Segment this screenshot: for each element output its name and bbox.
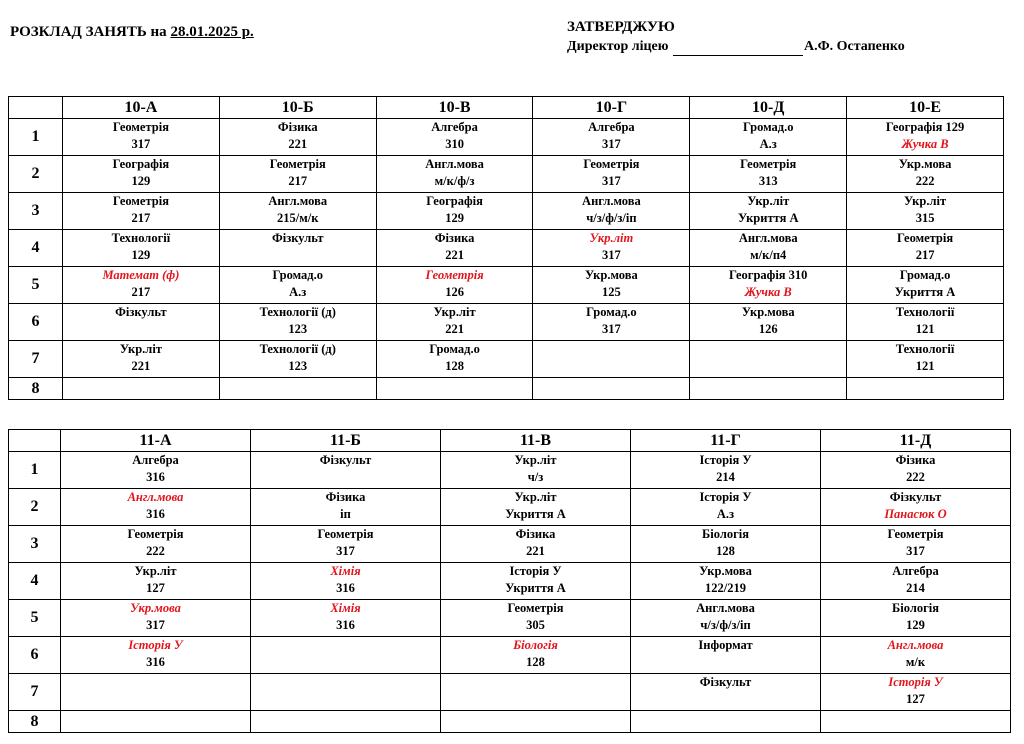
room-text: 221 — [288, 137, 308, 151]
lesson-cell — [63, 341, 220, 378]
lesson-number: 8 — [9, 711, 61, 733]
class-header: 11-А — [61, 430, 251, 452]
subject-text: Алгебра — [588, 120, 635, 134]
lesson-cell — [690, 119, 847, 156]
subject-text: Геометрія — [127, 527, 184, 541]
lesson-cell — [61, 674, 251, 711]
lesson-cell — [219, 156, 376, 193]
room-text: 317 — [146, 618, 165, 632]
lesson-number: 8 — [9, 378, 63, 400]
lesson-cell — [63, 267, 220, 304]
subject-text: Громад.о — [586, 305, 637, 319]
room-text: А.з — [759, 137, 777, 151]
lesson-number: 3 — [9, 526, 61, 563]
lesson-cell — [847, 378, 1004, 400]
room-text: 316 — [146, 470, 165, 484]
lesson-cell — [441, 563, 631, 600]
lesson-cell — [631, 563, 821, 600]
schedule-table-11 — [8, 429, 1011, 733]
class-header: 10-Г — [533, 97, 690, 119]
lesson-cell — [376, 267, 533, 304]
lesson-cell — [821, 526, 1011, 563]
class-header: 10-В — [376, 97, 533, 119]
room-text: 129 — [131, 174, 151, 188]
approval-block — [567, 18, 905, 56]
subject-text: Технології — [895, 305, 955, 319]
room-text: 214 — [716, 470, 735, 484]
corner-cell — [9, 430, 61, 452]
lesson-cell — [533, 156, 690, 193]
subject-text: Алгебра — [132, 453, 179, 467]
subject-text: Англ.мова — [425, 157, 484, 171]
lesson-cell — [821, 600, 1011, 637]
room-text: м/к/п4 — [750, 248, 787, 262]
room-text: 222 — [906, 470, 925, 484]
schedule-table-10 — [8, 96, 1004, 400]
room-text: 221 — [526, 544, 545, 558]
subject-text: Геометрія — [740, 157, 797, 171]
lesson-cell — [690, 378, 847, 400]
subject-text: Геометрія — [507, 601, 564, 615]
subject-text: Укр.літ — [134, 564, 177, 578]
subject-text: Історія У — [888, 675, 943, 689]
room-text: 313 — [758, 174, 778, 188]
lesson-cell — [690, 341, 847, 378]
room-text: 317 — [906, 544, 925, 558]
subject-text: Укр.літ — [589, 231, 634, 245]
subject-text: Технології — [895, 342, 955, 356]
room-text: 222 — [915, 174, 935, 188]
room-text: 315 — [915, 211, 935, 225]
subject-text: Геометрія — [317, 527, 374, 541]
room-text: 317 — [336, 544, 355, 558]
lesson-cell — [847, 119, 1004, 156]
room-text: 305 — [526, 618, 545, 632]
subject-text: Технології (д) — [259, 342, 336, 356]
lesson-cell — [251, 452, 441, 489]
lesson-cell — [376, 378, 533, 400]
class-header: 10-Д — [690, 97, 847, 119]
lesson-cell — [63, 304, 220, 341]
lesson-cell — [631, 674, 821, 711]
lesson-cell — [631, 526, 821, 563]
lesson-cell — [847, 230, 1004, 267]
lesson-cell — [821, 489, 1011, 526]
room-text: Укриття А — [737, 211, 799, 225]
subject-text: Укр.літ — [433, 305, 476, 319]
subject-text: Укр.літ — [747, 194, 790, 208]
room-text: 121 — [915, 322, 935, 336]
subject-text: Фізкульт — [115, 305, 167, 319]
corner-cell — [9, 97, 63, 119]
lesson-cell — [533, 267, 690, 304]
lesson-row — [9, 637, 1011, 674]
room-text: 128 — [716, 544, 735, 558]
lesson-row — [9, 304, 1004, 341]
room-text: 126 — [758, 322, 778, 336]
class-header: 11-Б — [251, 430, 441, 452]
room-text: 222 — [146, 544, 165, 558]
lesson-row — [9, 341, 1004, 378]
subject-text: Географія 310 — [729, 268, 808, 282]
lesson-number: 6 — [9, 637, 61, 674]
lesson-cell — [690, 230, 847, 267]
title-prefix: РОЗКЛАД ЗАНЯТЬ на — [10, 24, 171, 40]
room-text: 317 — [602, 174, 621, 188]
lesson-number: 6 — [9, 304, 63, 341]
lesson-number: 1 — [9, 119, 63, 156]
subject-text: Громад.о — [899, 268, 951, 282]
subject-text: Укр.літ — [119, 342, 162, 356]
subject-text: Укр.мова — [130, 601, 181, 615]
lesson-cell — [533, 193, 690, 230]
director-line — [567, 37, 905, 56]
lesson-number: 1 — [9, 452, 61, 489]
lesson-number: 3 — [9, 193, 63, 230]
lesson-row — [9, 674, 1011, 711]
room-text: Укриття А — [894, 285, 956, 299]
lesson-cell — [219, 193, 376, 230]
subject-text: Історія У — [699, 490, 752, 504]
lesson-row — [9, 489, 1011, 526]
lesson-cell — [376, 156, 533, 193]
lesson-cell — [61, 526, 251, 563]
subject-text: Фізкульт — [699, 675, 752, 689]
room-text: 129 — [906, 618, 925, 632]
lesson-cell — [533, 119, 690, 156]
subject-text: Біологія — [513, 638, 558, 652]
lesson-cell — [61, 452, 251, 489]
lesson-cell — [533, 304, 690, 341]
lesson-cell — [376, 230, 533, 267]
lesson-cell — [690, 304, 847, 341]
subject-text: Геометрія — [425, 268, 484, 282]
subject-text: Інформат — [698, 638, 753, 652]
room-text: 129 — [131, 248, 151, 262]
class-header: 11-В — [441, 430, 631, 452]
subject-text: Геометрія — [583, 157, 640, 171]
subject-text: Геометрія — [887, 527, 944, 541]
subject-text: Геометрія — [112, 194, 169, 208]
lesson-number: 2 — [9, 156, 63, 193]
lesson-cell — [376, 193, 533, 230]
subject-text: Історія У — [128, 638, 183, 652]
subject-text: Укр.літ — [514, 490, 557, 504]
lesson-row — [9, 452, 1011, 489]
subject-text: Географія 129 — [885, 120, 965, 134]
lesson-cell — [376, 341, 533, 378]
lesson-cell — [847, 267, 1004, 304]
lesson-cell — [251, 637, 441, 674]
room-text: 217 — [288, 174, 308, 188]
lesson-row — [9, 156, 1004, 193]
lesson-row — [9, 600, 1011, 637]
approve-label: ЗАТВЕРДЖУЮ — [567, 19, 675, 35]
lesson-row — [9, 267, 1004, 304]
subject-text: Геометрія — [269, 157, 326, 171]
subject-text: Англ.мова — [127, 490, 184, 504]
room-text: 316 — [146, 655, 165, 669]
lesson-number: 7 — [9, 341, 63, 378]
lesson-cell — [821, 674, 1011, 711]
subject-text: Громад.о — [429, 342, 480, 356]
lesson-cell — [631, 711, 821, 733]
lesson-cell — [847, 156, 1004, 193]
subject-text: Хімія — [330, 564, 361, 578]
class-header: 11-Д — [821, 430, 1011, 452]
lesson-cell — [847, 341, 1004, 378]
room-text: 125 — [602, 285, 621, 299]
subject-text: Громад.о — [272, 268, 323, 282]
lesson-row — [9, 563, 1011, 600]
lesson-number: 5 — [9, 267, 63, 304]
director-label: Директор ліцею — [567, 39, 672, 54]
subject-text: Англ.мова — [582, 194, 641, 208]
lesson-cell — [219, 378, 376, 400]
room-text: 215/м/к — [277, 211, 319, 225]
room-text: 317 — [131, 137, 151, 151]
room-text: Укриття А — [505, 507, 566, 521]
lesson-cell — [533, 230, 690, 267]
room-text: ч/з/ф/з/іп — [700, 618, 751, 632]
subject-text: Фізкульт — [319, 453, 372, 467]
lesson-number: 4 — [9, 563, 61, 600]
room-text: 217 — [131, 285, 151, 299]
lesson-row — [9, 378, 1004, 400]
lesson-cell — [441, 452, 631, 489]
lesson-number: 2 — [9, 489, 61, 526]
lesson-cell — [61, 600, 251, 637]
subject-text: Історія У — [699, 453, 752, 467]
subject-text: Укр.мова — [741, 305, 795, 319]
subject-text: Технології — [111, 231, 171, 245]
subject-text: Фізкульт — [889, 490, 942, 504]
lesson-cell — [61, 489, 251, 526]
room-text: 122/219 — [705, 581, 746, 595]
lesson-cell — [63, 230, 220, 267]
page-title — [10, 24, 254, 41]
lesson-cell — [821, 563, 1011, 600]
room-text: 310 — [445, 137, 464, 151]
lesson-cell — [533, 378, 690, 400]
lesson-row — [9, 119, 1004, 156]
subject-text: Біологія — [892, 601, 939, 615]
lesson-number: 7 — [9, 674, 61, 711]
subject-text: Фізика — [277, 120, 318, 134]
room-text: 221 — [131, 359, 151, 373]
room-text: 316 — [336, 581, 355, 595]
class-header: 10-Б — [219, 97, 376, 119]
lesson-cell — [251, 600, 441, 637]
room-text: 221 — [445, 322, 464, 336]
room-text: 129 — [445, 211, 464, 225]
room-text: іп — [340, 507, 351, 521]
subject-text: Біологія — [702, 527, 749, 541]
class-header-row — [9, 97, 1004, 119]
room-text: 128 — [526, 655, 545, 669]
lesson-cell — [251, 674, 441, 711]
room-text: Панасюк О — [884, 507, 947, 521]
room-text: 127 — [906, 692, 925, 706]
room-text: 317 — [602, 248, 621, 262]
subject-text: Укр.літ — [514, 453, 557, 467]
lesson-cell — [219, 230, 376, 267]
room-text: 128 — [445, 359, 464, 373]
subject-text: Громад.о — [742, 120, 794, 134]
lesson-cell — [631, 452, 821, 489]
subject-text: Англ.мова — [887, 638, 944, 652]
lesson-cell — [251, 563, 441, 600]
lesson-row — [9, 193, 1004, 230]
lesson-cell — [376, 119, 533, 156]
lesson-cell — [63, 193, 220, 230]
room-text: 317 — [602, 137, 621, 151]
room-text: 316 — [146, 507, 165, 521]
lesson-cell — [631, 489, 821, 526]
lesson-cell — [821, 711, 1011, 733]
lesson-row — [9, 526, 1011, 563]
lesson-cell — [441, 711, 631, 733]
subject-text: Технології (д) — [259, 305, 336, 319]
room-text: 316 — [336, 618, 355, 632]
lesson-cell — [63, 156, 220, 193]
room-text: Жучка В — [901, 137, 949, 151]
subject-text: Англ.мова — [696, 601, 755, 615]
lesson-cell — [441, 489, 631, 526]
subject-text: Фізкульт — [272, 231, 324, 245]
lesson-cell — [63, 378, 220, 400]
subject-text: Хімія — [330, 601, 361, 615]
lesson-cell — [441, 600, 631, 637]
room-text: ч/з/ф/з/іп — [586, 211, 637, 225]
lesson-cell — [690, 267, 847, 304]
lesson-cell — [847, 304, 1004, 341]
lesson-cell — [61, 637, 251, 674]
room-text: Укриття А — [505, 581, 566, 595]
lesson-number: 4 — [9, 230, 63, 267]
lesson-cell — [631, 600, 821, 637]
lesson-cell — [821, 452, 1011, 489]
subject-text: Укр.мова — [585, 268, 638, 282]
lesson-row — [9, 711, 1011, 733]
title-date: 28.01.2025 р. — [170, 24, 254, 40]
lesson-cell — [631, 637, 821, 674]
subject-text: Укр.мова — [699, 564, 752, 578]
subject-text: Англ.мова — [268, 194, 328, 208]
room-text: 126 — [445, 285, 464, 299]
room-text: 221 — [445, 248, 464, 262]
subject-text: Математ (ф) — [102, 268, 180, 282]
subject-text: Геометрія — [897, 231, 954, 245]
lesson-cell — [251, 489, 441, 526]
room-text: ч/з — [527, 470, 544, 484]
room-text: 123 — [288, 359, 308, 373]
room-text: 317 — [602, 322, 621, 336]
lesson-cell — [690, 193, 847, 230]
subject-text: Географія — [112, 157, 170, 171]
subject-text: Фізика — [325, 490, 366, 504]
lesson-cell — [690, 156, 847, 193]
room-text: 127 — [146, 581, 165, 595]
room-text: А.з — [716, 507, 735, 521]
room-text: Жучка В — [744, 285, 792, 299]
room-text: м/к — [905, 655, 926, 669]
lesson-row — [9, 230, 1004, 267]
lesson-cell — [251, 711, 441, 733]
room-text: 121 — [915, 359, 935, 373]
subject-text: Укр.мова — [898, 157, 952, 171]
subject-text: Фізика — [434, 231, 475, 245]
class-header: 10-Е — [847, 97, 1004, 119]
subject-text: Фізика — [515, 527, 556, 541]
subject-text: Історія У — [509, 564, 562, 578]
subject-text: Фізика — [895, 453, 936, 467]
lesson-cell — [219, 267, 376, 304]
room-text: 123 — [288, 322, 308, 336]
lesson-cell — [376, 304, 533, 341]
lesson-cell — [821, 637, 1011, 674]
subject-text: Геометрія — [112, 120, 169, 134]
lesson-number: 5 — [9, 600, 61, 637]
lesson-cell — [533, 341, 690, 378]
class-header: 10-А — [63, 97, 220, 119]
lesson-cell — [441, 674, 631, 711]
subject-text: Алгебра — [431, 120, 478, 134]
lesson-cell — [219, 341, 376, 378]
lesson-cell — [441, 526, 631, 563]
lesson-cell — [441, 637, 631, 674]
room-text: А.з — [289, 285, 307, 299]
class-header: 11-Г — [631, 430, 821, 452]
lesson-cell — [61, 711, 251, 733]
subject-text: Укр.літ — [904, 194, 947, 208]
subject-text: Географія — [426, 194, 483, 208]
lesson-cell — [63, 119, 220, 156]
lesson-cell — [219, 119, 376, 156]
director-name: А.Ф. Остапенко — [803, 39, 905, 54]
room-text: 217 — [915, 248, 935, 262]
lesson-cell — [61, 563, 251, 600]
subject-text: Алгебра — [892, 564, 939, 578]
room-text: м/к/ф/з — [434, 174, 475, 188]
signature-line — [673, 41, 803, 56]
class-header-row — [9, 430, 1011, 452]
lesson-cell — [251, 526, 441, 563]
room-text: 217 — [131, 211, 151, 225]
subject-text: Англ.мова — [738, 231, 798, 245]
lesson-cell — [847, 193, 1004, 230]
room-text: 214 — [906, 581, 925, 595]
lesson-cell — [219, 304, 376, 341]
